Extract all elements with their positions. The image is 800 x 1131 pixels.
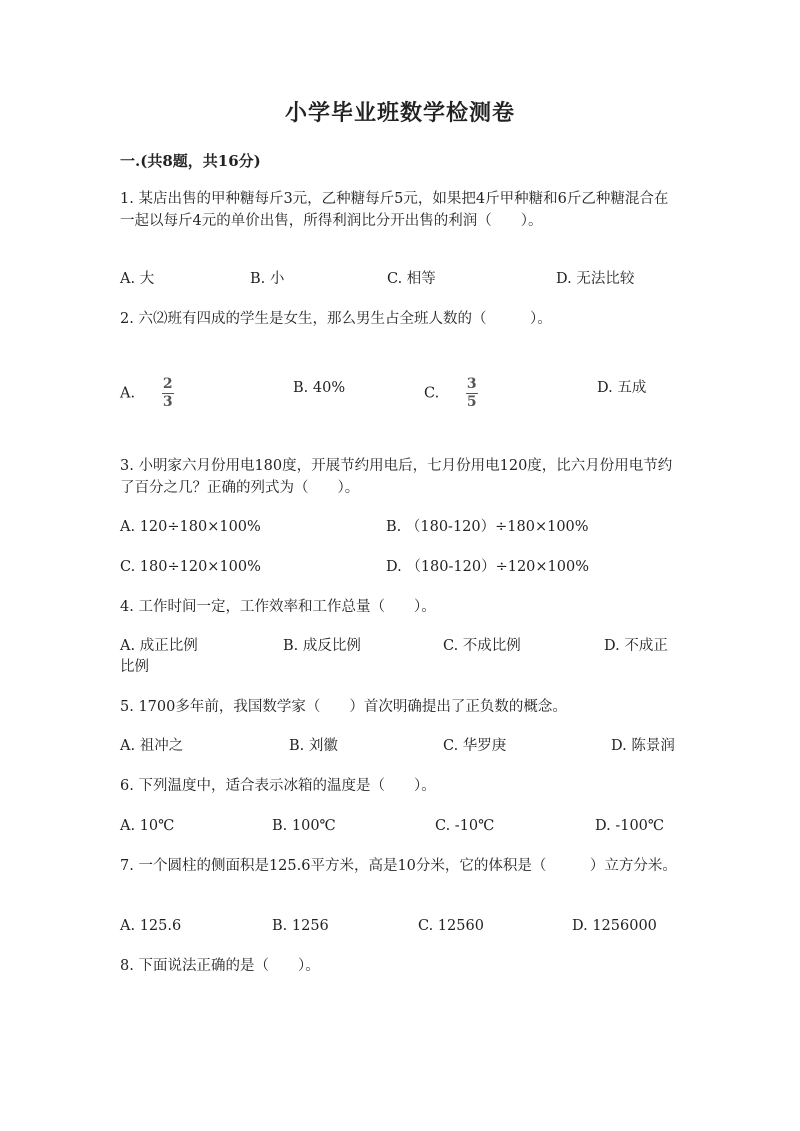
q6-option-c[interactable]: C. -10℃ (435, 818, 495, 834)
q4-option-d[interactable]: D. 不成正 (604, 638, 668, 654)
q2-option-c-label: C. (424, 385, 440, 402)
fraction-denominator: 5 (466, 394, 477, 410)
fraction-denominator: 3 (162, 394, 173, 410)
q2-option-a-label: A. (120, 385, 136, 402)
section-heading: 一.(共8题，共16分) (120, 152, 261, 170)
q7-option-a[interactable]: A. 125.6 (120, 918, 182, 934)
q2-option-a-fraction (162, 377, 174, 410)
q2-option-d[interactable]: D. 五成 (597, 380, 647, 396)
q3-option-b[interactable]: B. （180-120）÷180×100% (386, 519, 589, 535)
question-4-stem: 4. 工作时间一定，工作效率和工作总量（ ）。 (120, 599, 436, 615)
q2-option-c-fraction (466, 377, 478, 410)
q1-option-d[interactable]: D. 无法比较 (556, 271, 635, 287)
q4-option-a[interactable]: A. 成正比例 (120, 638, 198, 654)
question-7-stem: 7. 一个圆柱的侧面积是125.6平方米，高是10分米，它的体积是（ ）立方分米。 (120, 858, 677, 874)
q1-option-c[interactable]: C. 相等 (387, 271, 436, 287)
q7-option-b[interactable]: B. 1256 (272, 918, 329, 934)
fraction-numerator: 3 (466, 376, 477, 392)
q2-option-c[interactable] (424, 377, 478, 410)
q7-option-d[interactable]: D. 1256000 (572, 918, 657, 934)
q6-option-b[interactable]: B. 100℃ (272, 818, 336, 834)
q4-option-b[interactable]: B. 成反比例 (283, 638, 361, 654)
q4-option-d-wrap: 比例 (120, 659, 149, 675)
q5-option-a[interactable]: A. 祖冲之 (120, 738, 184, 754)
q1-option-a[interactable]: A. 大 (120, 271, 155, 287)
q1-option-b[interactable]: B. 小 (250, 271, 285, 287)
q5-option-c[interactable]: C. 华罗庚 (443, 738, 507, 754)
q5-option-b[interactable]: B. 刘徽 (289, 738, 338, 754)
q2-option-a[interactable] (120, 377, 174, 410)
question-2-stem: 2. 六⑵班有四成的学生是女生，那么男生占全班人数的（ ）。 (120, 311, 552, 327)
question-8-stem: 8. 下面说法正确的是（ ）。 (120, 958, 320, 974)
q3-option-c[interactable]: C. 180÷120×100% (120, 559, 261, 575)
q2-option-b[interactable]: B. 40% (293, 380, 346, 396)
question-1-stem: 1. 某店出售的甲种糖每斤3元，乙种糖每斤5元，如果把4斤甲种糖和6斤乙种糖混合在一起以每斤4元的单价出售，所得利润比分开出售的利润（ ）。 (120, 191, 669, 229)
page-title: 小学毕业班数学检测卷 (284, 100, 515, 126)
q3-option-a[interactable]: A. 120÷180×100% (120, 519, 261, 535)
q6-option-d[interactable]: D. -100℃ (595, 818, 665, 834)
question-3-stem: 3. 小明家六月份用电180度，开展节约用电后，七月份用电120度，比六月份用电节约了百分之几？正确的列式为（ ）。 (120, 458, 673, 496)
fraction-numerator: 2 (162, 376, 173, 392)
q5-option-d[interactable]: D. 陈景润 (611, 738, 675, 754)
q3-option-d[interactable]: D. （180-120）÷120×100% (386, 559, 590, 575)
q4-option-c[interactable]: C. 不成比例 (443, 638, 521, 654)
q6-option-a[interactable]: A. 10℃ (120, 818, 175, 834)
q7-option-c[interactable]: C. 12560 (418, 918, 484, 934)
question-5-stem: 5. 1700多年前，我国数学家（ ）首次明确提出了正负数的概念。 (120, 699, 567, 715)
question-6-stem: 6. 下列温度中，适合表示冰箱的温度是（ ）。 (120, 778, 436, 794)
